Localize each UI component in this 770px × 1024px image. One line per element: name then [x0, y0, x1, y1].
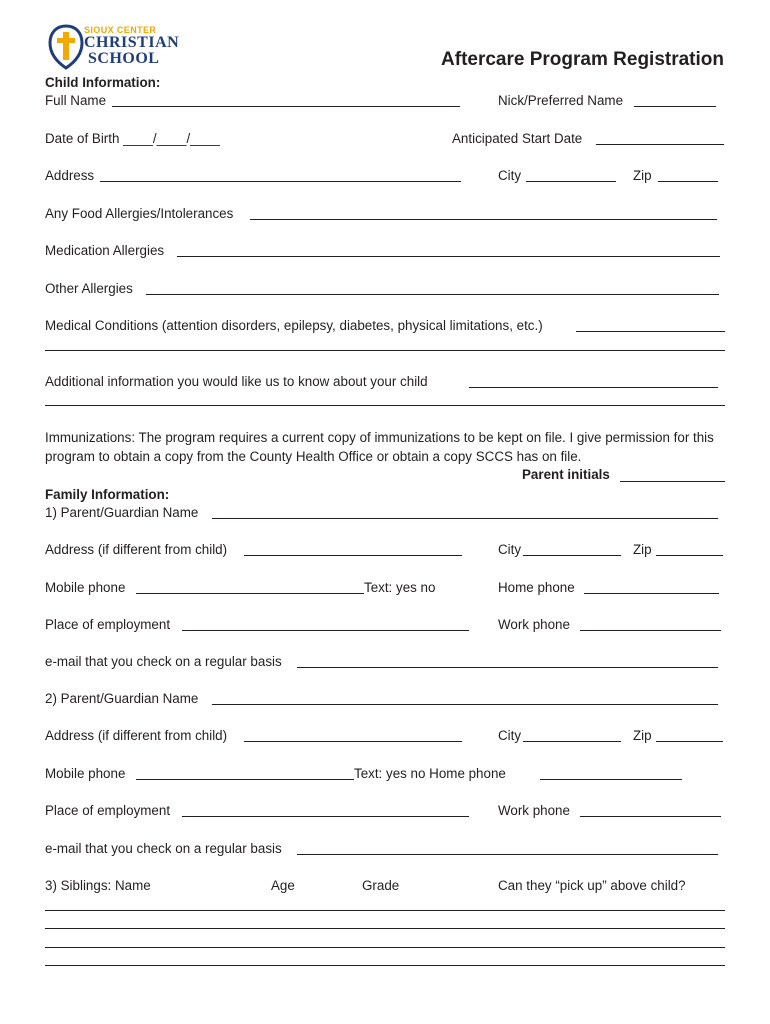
siblings-name-label: 3) Siblings: Name: [45, 878, 151, 893]
additional-info-field[interactable]: [469, 387, 718, 388]
logo-christian-text: CHRISTIAN: [84, 34, 180, 51]
logo-top-text: SIOUX CENTER: [84, 25, 157, 35]
parent1-email-field[interactable]: [297, 667, 718, 668]
start-date-label: Anticipated Start Date: [452, 131, 583, 146]
zip-field[interactable]: [658, 181, 718, 182]
school-logo: [48, 24, 188, 72]
parent1-name-label: 1) Parent/Guardian Name: [45, 505, 199, 520]
nick-name-label: Nick/Preferred Name: [498, 93, 624, 108]
additional-info-field-line-2[interactable]: [45, 405, 725, 406]
parent2-city-field[interactable]: [523, 741, 621, 742]
parent2-text-option[interactable]: Text: yes no Home phone: [354, 766, 506, 781]
nick-name-field[interactable]: [634, 106, 716, 107]
parent1-mobile-label: Mobile phone: [45, 580, 126, 595]
form-title: Aftercare Program Registration: [441, 49, 724, 70]
parent1-home-phone-label: Home phone: [498, 580, 575, 595]
other-allergies-field[interactable]: [146, 294, 719, 295]
food-allergies-label: Any Food Allergies/Intolerances: [45, 206, 234, 221]
sibling-row-3[interactable]: [45, 947, 725, 948]
parent2-mobile-field[interactable]: [136, 779, 354, 780]
parent2-address-label: Address (if different from child): [45, 728, 228, 743]
medical-conditions-field-line-2[interactable]: [45, 350, 725, 351]
parent1-zip-field[interactable]: [656, 555, 723, 556]
other-allergies-label: Other Allergies: [45, 281, 133, 296]
siblings-age-label: Age: [271, 878, 295, 893]
parent2-email-field[interactable]: [297, 854, 718, 855]
sibling-row-4[interactable]: [45, 965, 725, 966]
parent2-address-field[interactable]: [244, 741, 462, 742]
parent2-name-label: 2) Parent/Guardian Name: [45, 691, 199, 706]
parent1-email-label: e-mail that you check on a regular basis: [45, 654, 282, 669]
parent2-email-label: e-mail that you check on a regular basis: [45, 841, 282, 856]
full-name-label: Full Name: [45, 93, 107, 108]
parent1-home-phone-field[interactable]: [584, 593, 719, 594]
parent2-city-label: City: [498, 728, 522, 743]
start-date-field[interactable]: [596, 144, 724, 145]
dob-field[interactable]: Date of Birth ____/____/____: [45, 131, 220, 146]
parent2-zip-label: Zip: [633, 728, 652, 743]
food-allergies-field[interactable]: [250, 219, 717, 220]
parent-initials-field[interactable]: [620, 481, 725, 482]
medication-allergies-label: Medication Allergies: [45, 243, 165, 258]
medication-allergies-field[interactable]: [177, 256, 720, 257]
parent1-mobile-field[interactable]: [136, 593, 364, 594]
parent1-city-field[interactable]: [523, 555, 621, 556]
parent2-zip-field[interactable]: [656, 741, 723, 742]
sibling-row-1[interactable]: [45, 910, 725, 911]
additional-info-label: Additional information you would like us to know about your child: [45, 374, 428, 389]
immunizations-text: Immunizations: The program requires a current copy of immunizations to be kept on file. I give permission for this program to obtain a copy from the County Health Office or obtain a copy SCCS has on file.: [45, 430, 714, 464]
family-info-heading: Family Information:: [45, 487, 170, 502]
siblings-pickup-label: Can they “pick up” above child?: [498, 878, 686, 893]
parent2-home-phone-field[interactable]: [540, 779, 682, 780]
sibling-row-2[interactable]: [45, 928, 725, 929]
logo-school-text: SCHOOL: [88, 50, 160, 67]
city-field[interactable]: [526, 181, 616, 182]
address-field[interactable]: [100, 181, 461, 182]
parent1-text-option[interactable]: Text: yes no: [364, 580, 436, 595]
parent1-employment-label: Place of employment: [45, 617, 171, 632]
parent2-mobile-label: Mobile phone: [45, 766, 126, 781]
parent1-address-label: Address (if different from child): [45, 542, 228, 557]
parent-initials-label: Parent initials: [522, 467, 610, 482]
parent2-work-phone-field[interactable]: [580, 816, 721, 817]
parent2-name-field[interactable]: [212, 704, 718, 705]
parent1-name-field[interactable]: [212, 518, 718, 519]
parent1-work-phone-field[interactable]: [580, 630, 721, 631]
parent1-zip-label: Zip: [633, 542, 652, 557]
city-label: City: [498, 168, 522, 183]
parent2-employment-label: Place of employment: [45, 803, 171, 818]
cross-emblem-icon: [48, 24, 84, 70]
parent2-work-phone-label: Work phone: [498, 803, 570, 818]
parent1-city-label: City: [498, 542, 522, 557]
parent2-employment-field[interactable]: [182, 816, 469, 817]
parent1-employment-field[interactable]: [182, 630, 469, 631]
address-label: Address: [45, 168, 95, 183]
siblings-grade-label: Grade: [362, 878, 400, 893]
full-name-field[interactable]: [112, 106, 460, 107]
medical-conditions-label: Medical Conditions (attention disorders, epilepsy, diabetes, physical limitations, etc.): [45, 318, 543, 333]
medical-conditions-field[interactable]: [576, 331, 725, 332]
parent1-work-phone-label: Work phone: [498, 617, 570, 632]
child-info-heading: Child Information:: [45, 75, 161, 90]
parent1-address-field[interactable]: [244, 555, 462, 556]
zip-label: Zip: [633, 168, 652, 183]
